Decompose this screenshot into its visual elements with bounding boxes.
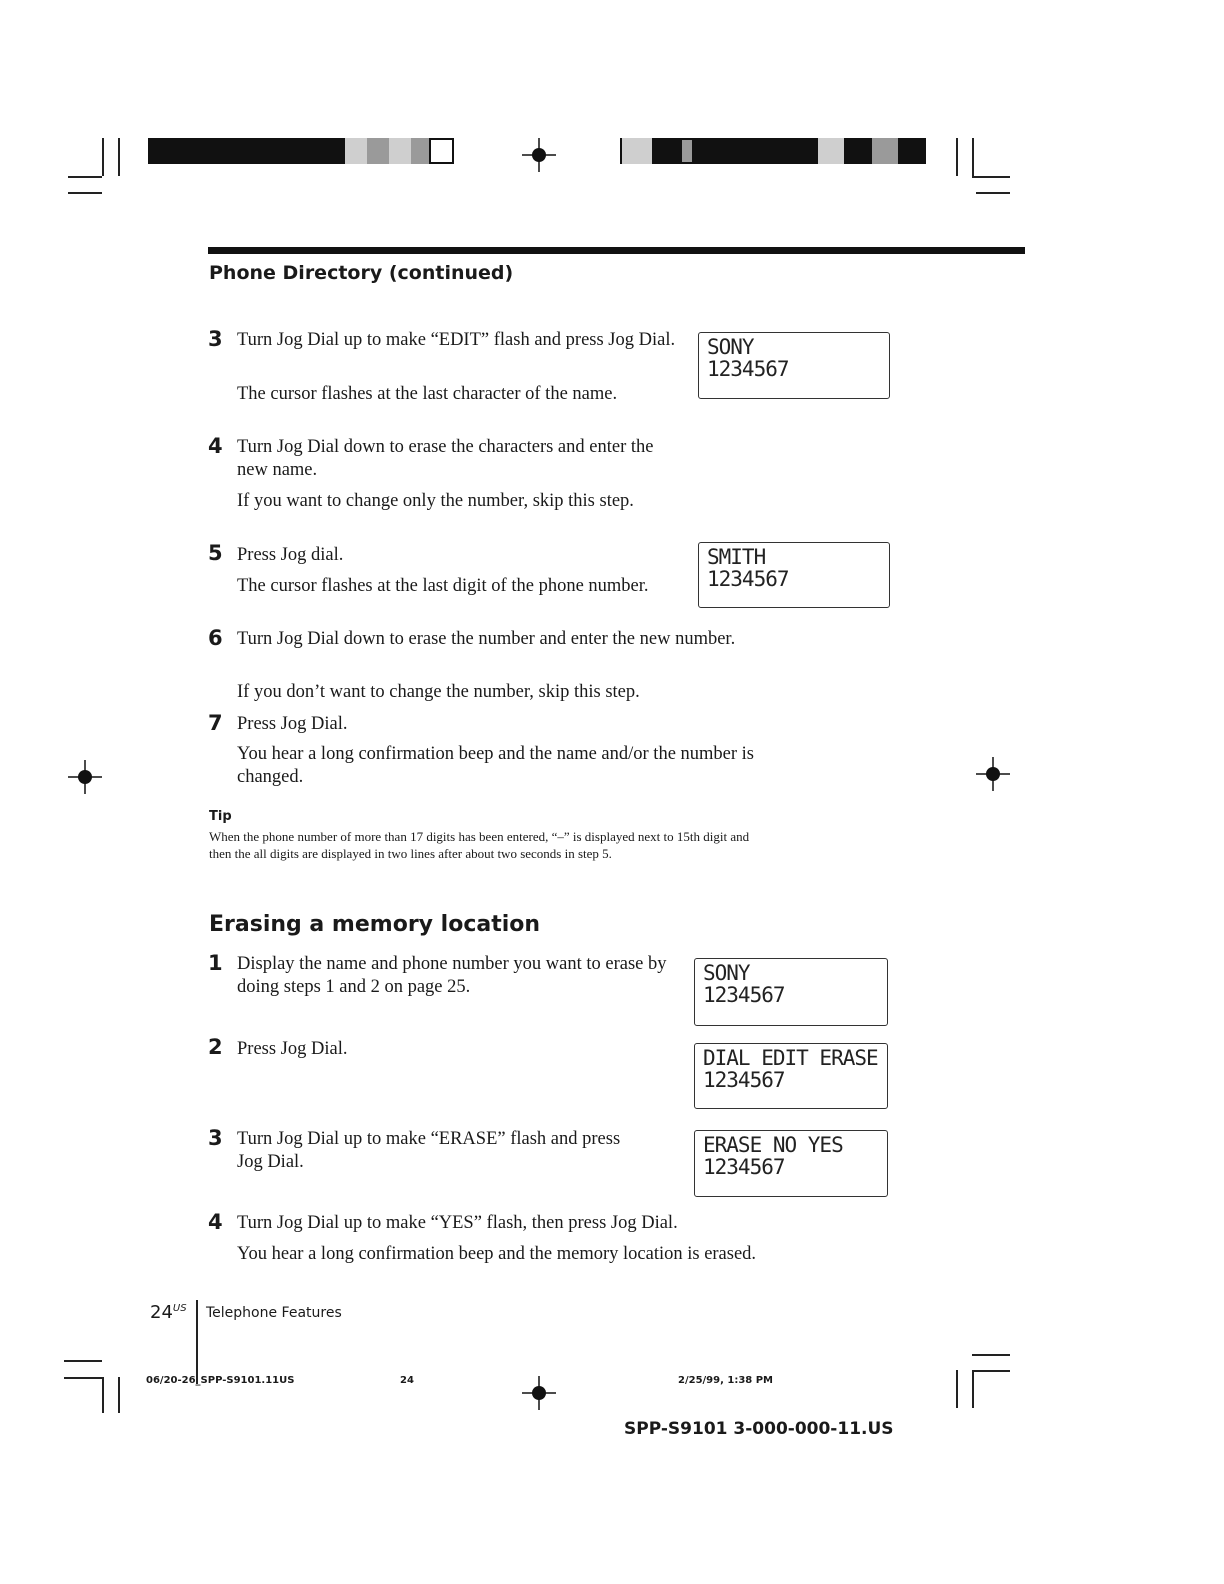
lcd-line-number: 1234567	[703, 1155, 785, 1179]
step-instruction: Turn Jog Dial up to make “EDIT” flash and press Jog Dial.	[237, 330, 676, 350]
step-note: The cursor flashes at the last character of the name.	[237, 384, 618, 404]
step-note: If you want to change only the number, skip this step.	[237, 491, 634, 511]
tip-text: When the phone number of more than 17 digits has been entered, “–” is displayed next to 15th digit and then the all digits are displayed in two lines after about two seconds in step 5.	[209, 829, 750, 861]
header-rule	[208, 247, 1025, 254]
tip-label: Tip	[209, 809, 232, 824]
page-number: $24^{US}$	[150, 1302, 187, 1323]
lcd-display	[698, 332, 890, 399]
lcd-display	[694, 1043, 888, 1109]
step-instruction: Turn Jog Dial up to make “YES” flash, then press Jog Dial.	[237, 1213, 678, 1233]
lcd-line-confirm: ERASE NO YES	[703, 1133, 843, 1157]
step-instruction: Turn Jog Dial up to make “ERASE” flash and press Jog Dial.	[237, 1129, 621, 1172]
step-note: If you don’t want to change the number, skip this step.	[237, 682, 640, 702]
step-number: 5	[208, 541, 223, 565]
step-instruction: Display the name and phone number you want to erase by doing steps 1 and 2 on page 25.	[237, 954, 667, 997]
step-number: 3	[208, 327, 223, 351]
lcd-display	[698, 542, 890, 608]
page-suffix: US	[172, 1303, 187, 1314]
lcd-line-name: SONY	[707, 335, 754, 359]
lcd-display	[694, 958, 888, 1026]
step-number: 4	[208, 434, 223, 458]
file-slug: 06/20-26_SPP-S9101.11US	[146, 1375, 295, 1386]
step-note: The cursor flashes at the last digit of the phone number.	[237, 576, 649, 596]
section-title: Phone Directory (continued)	[209, 262, 514, 284]
lcd-display	[694, 1130, 888, 1197]
lcd-line-menu: DIAL EDIT ERASE	[703, 1046, 878, 1070]
model-number: SPP-S9101 3-000-000-11.US	[624, 1419, 894, 1439]
slug-date: 2/25/99, 1:38 PM	[678, 1375, 774, 1386]
step-number: 7	[208, 711, 223, 735]
step-number: 4	[208, 1210, 223, 1234]
step-note: You hear a long confirmation beep and the memory location is erased.	[237, 1244, 757, 1264]
registration-target-icon	[68, 760, 102, 794]
lcd-line-number: 1234567	[703, 1068, 785, 1092]
step-number: 2	[208, 1035, 223, 1059]
lcd-line-name: SMITH	[707, 545, 766, 569]
step-number: 1	[208, 951, 223, 975]
step-number: 3	[208, 1126, 223, 1150]
step-note: You hear a long confirmation beep and the name and/or the number is changed.	[237, 744, 755, 787]
lcd-line-number: 1234567	[707, 357, 789, 381]
step-instruction: Press Jog Dial.	[237, 1039, 348, 1059]
registration-target-icon	[976, 757, 1010, 791]
lcd-line-number: 1234567	[707, 567, 789, 591]
footer-divider	[196, 1300, 198, 1384]
footer-section-name: Telephone Features	[206, 1305, 342, 1321]
lcd-line-name: SONY	[703, 961, 750, 985]
erase-heading: Erasing a memory location	[209, 912, 541, 937]
slug-page: 24	[400, 1375, 414, 1386]
lcd-line-number: 1234567	[703, 983, 785, 1007]
step-instruction: Press Jog Dial.	[237, 714, 348, 734]
step-instruction: Press Jog dial.	[237, 545, 344, 565]
registration-target-icon	[522, 138, 556, 172]
step-instruction: Turn Jog Dial down to erase the characters and enter the new name.	[237, 437, 654, 480]
registration-target-icon	[522, 1376, 556, 1410]
step-instruction: Turn Jog Dial down to erase the number and enter the new number.	[237, 629, 736, 649]
step-number: 6	[208, 626, 223, 650]
